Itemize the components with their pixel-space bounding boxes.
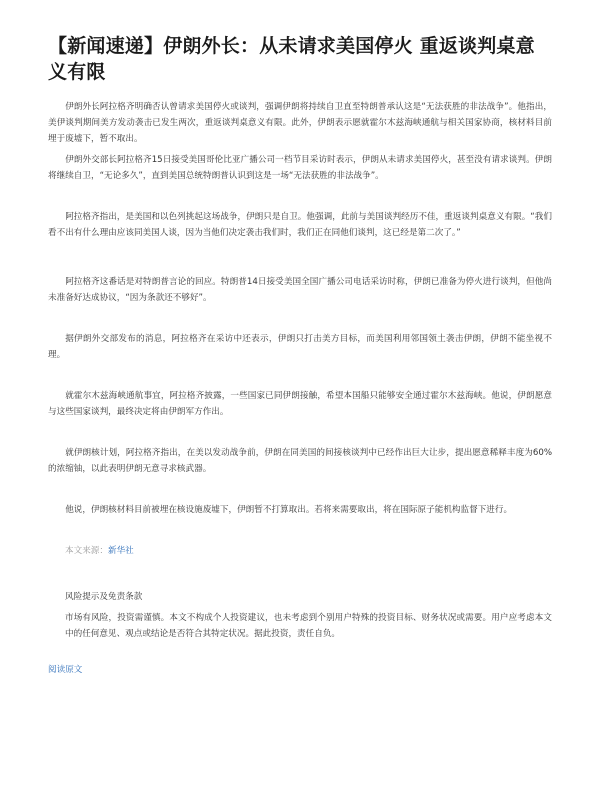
risk-title: 风险提示及免责条款 [65,592,143,602]
risk-disclaimer [48,589,552,642]
article-paragraph-6: 就霍尔木兹海峡通航事宜，阿拉格齐披露，一些国家已同伊朗接触，希望本国船只能够安全通过霍尔木兹海峡。他说，伊朗愿意与这些国家谈判，最终决定将由伊朗军方作出。 [48,391,552,417]
article-paragraph-4: 阿拉格齐这番话是对特朗普言论的回应。特朗普14日接受美国全国广播公司电话采访时称，伊朗已准备为停火进行谈判，但他尚未准备好达成协议，“因为条款还不够好”。 [48,277,552,303]
article-paragraph-7: 就伊朗核计划，阿拉格齐指出，在美以发动战争前，伊朗在同美国的间接核谈判中已经作出巨大让步，提出愿意稀释丰度为60%的浓缩铀，以此表明伊朗无意寻求核武器。 [48,448,552,474]
article-source [48,543,552,559]
source-label: 本文来源： [65,546,108,556]
source-link[interactable]: 新华社 [107,546,134,556]
risk-text: 市场有风险，投资需谨慎。本文不构成个人投资建议，也未考虑到个别用户特殊的投资目标、财务状况或需要。用户应考虑本文中的任何意见、观点或结论是否符合其特定状况。据此投资，责任自负。 [65,613,552,639]
article-paragraph-8: 他说，伊朗核材料目前被埋在核设施废墟下，伊朗暂不打算取出。若将来需要取出，将在国际原子能机构监督下进行。 [65,505,513,515]
article-paragraph-2: 伊朗外交部长阿拉格齐15日接受美国哥伦比亚广播公司一档节目采访时表示，伊朗从未请求美国停火，甚至没有请求谈判。伊朗将继续自卫，“无论多久”，直到美国总统特朗普认识到这是一场“无法获胜的非法战争”。 [48,155,552,181]
article-body [48,99,552,518]
read-original-link[interactable]: 阅读原文 [48,665,83,675]
article-paragraph-5: 据伊朗外交部发布的消息，阿拉格齐在采访中还表示，伊朗只打击美方目标，而美国利用邻国领土袭击伊朗，伊朗不能坐视不理。 [48,334,552,360]
article-title: 【新闻速递】伊朗外长：从未请求美国停火 重返谈判桌意义有限 [48,35,535,83]
article-paragraph-1: 伊朗外长阿拉格齐明确否认曾请求美国停火或谈判，强调伊朗将持续自卫直至特朗普承认这是“无法获胜的非法战争”。他指出，美伊谈判期间美方发动袭击已发生两次，重返谈判桌意义有限。此外，伊朗表示愿就霍尔木兹海峡通航与相关国家协商，核材料目前埋于废墟下，暂不取出。 [48,102,552,144]
article-paragraph-3: 阿拉格齐指出，是美国和以色列挑起这场战争，伊朗只是自卫。他强调，此前与美国谈判经历不佳，重返谈判桌意义有限。“我们看不出有什么理由应该同美国人谈，因为当他们决定袭击我们时，我们正在同他们谈判，这已经是第二次了。” [48,212,552,238]
